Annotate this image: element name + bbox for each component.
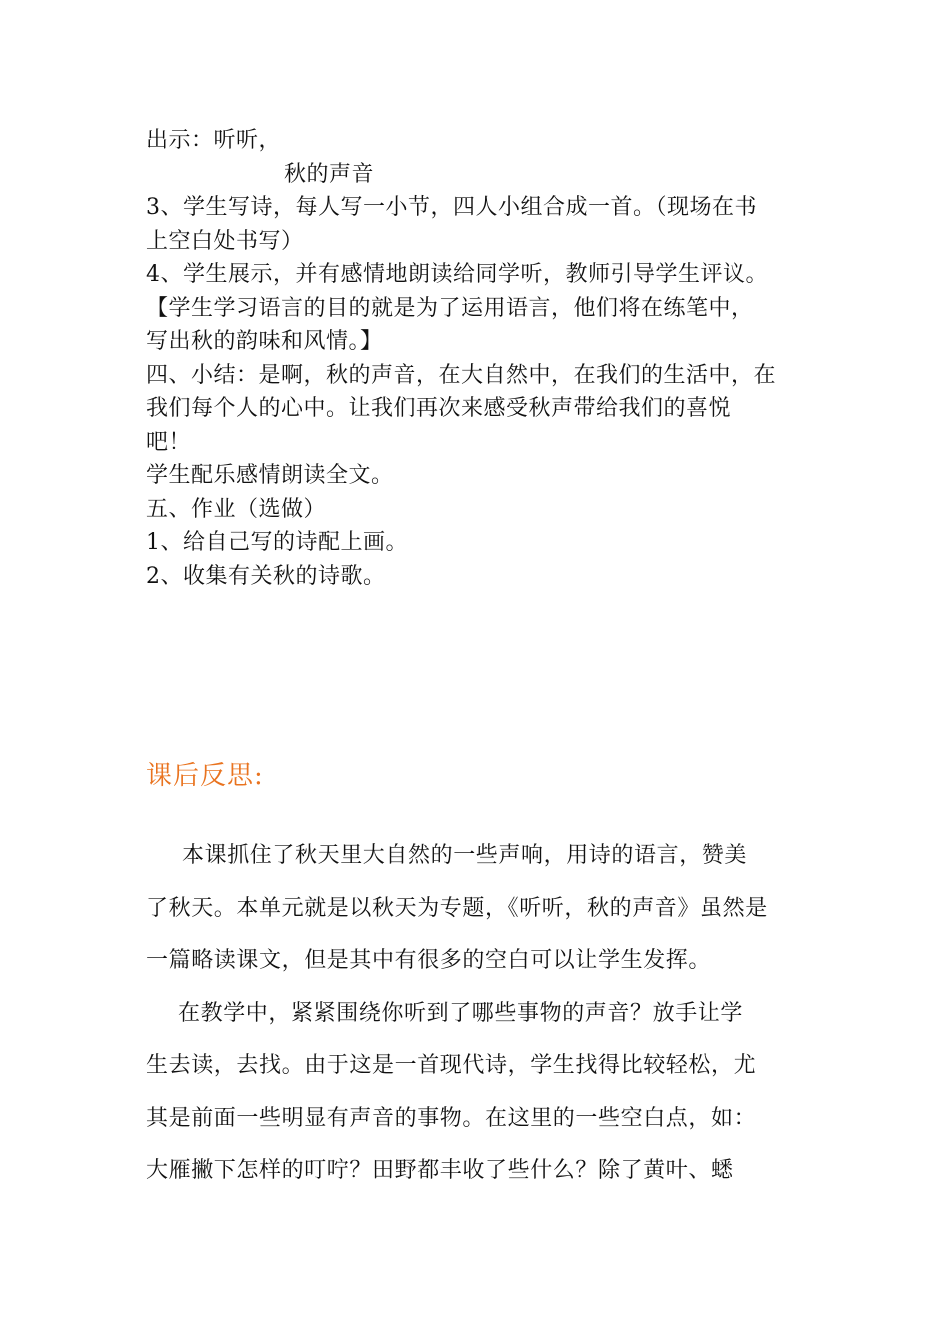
reflection-heading: 课后反思: xyxy=(146,761,264,791)
text-line-step3-cont: 上空白处书写） xyxy=(146,228,304,254)
text-line-poem-title: 秋的声音 xyxy=(284,161,375,187)
reflection-body xyxy=(146,830,816,1198)
text-line-show: 出示：听听， xyxy=(146,128,282,153)
text-line-homework-2: 2、收集有关秋的诗歌。 xyxy=(146,563,386,589)
reflection-line-4: 在教学中，紧紧围绕你听到了哪些事物的声音？放手让学 xyxy=(178,1000,744,1026)
text-line-homework-title: 五、作业（选做） xyxy=(146,496,327,522)
text-line-summary-end: 吧！ xyxy=(146,429,192,455)
text-line-homework-1: 1、给自己写的诗配上画。 xyxy=(146,530,408,555)
text-line-step4: 4、学生展示，并有感情地朗读给同学听，教师引导学生评议。 xyxy=(146,262,768,287)
reflection-line-6: 其是前面一些明显有声音的事物。在这里的一些空白点，如： xyxy=(146,1105,757,1131)
text-line-note: 【学生学习语言的目的就是为了运用语言，他们将在练笔中， xyxy=(146,295,754,321)
lesson-steps-block xyxy=(146,124,816,593)
text-line-summary-cont: 我们每个人的心中。让我们再次来感受秋声带给我们的喜悦 xyxy=(146,396,732,421)
reflection-line-3: 一篇略读课文，但是其中有很多的空白可以让学生发挥。 xyxy=(146,948,712,973)
reflection-line-7: 大雁撇下怎样的叮咛？田野都丰收了些什么？除了黄叶、蟋 xyxy=(146,1158,734,1183)
text-line-step3: 3、学生写诗，每人写一小节，四人小组合成一首。（现场在书 xyxy=(146,195,757,220)
text-line-summary: 四、小结：是啊，秋的声音，在大自然中，在我们的生活中，在 xyxy=(146,362,777,388)
reflection-line-5: 生去读，去找。由于这是一首现代诗，学生找得比较轻松，尤 xyxy=(146,1053,757,1078)
reflection-line-2: 了秋天。本单元就是以秋天为专题，《听听，秋的声音》虽然是 xyxy=(146,895,768,921)
reflection-line-1: 本课抓住了秋天里大自然的一些声响，用诗的语言，赞美 xyxy=(182,843,748,868)
text-line-note-cont: 写出秋的韵味和风情。】 xyxy=(146,329,383,354)
text-line-reading: 学生配乐感情朗读全文。 xyxy=(146,463,394,488)
